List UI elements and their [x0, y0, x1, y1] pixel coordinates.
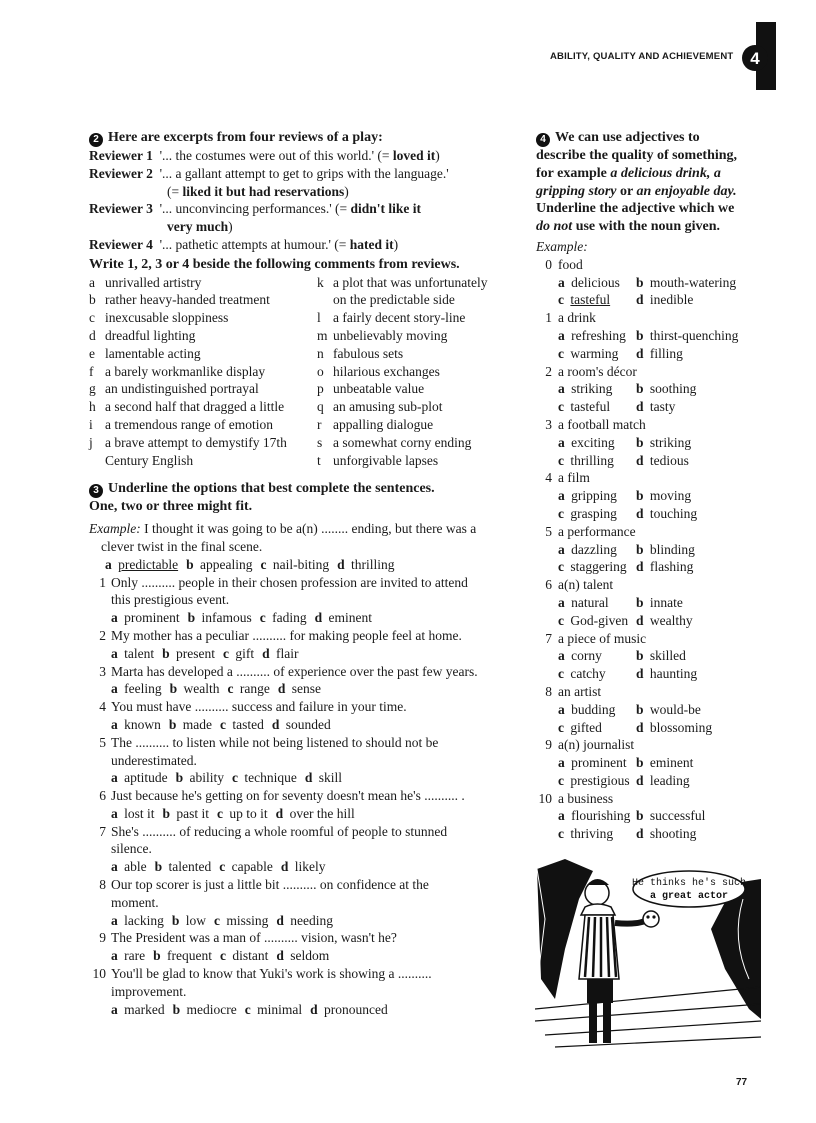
- reviewer-3: Reviewer 3 '... unconvincing performances.' (= didn't like it: [89, 201, 422, 217]
- option[interactable]: c grasping: [558, 505, 617, 521]
- comment-item: b rather heavy-handed treatment: [89, 292, 270, 308]
- option[interactable]: b frequent: [153, 948, 212, 964]
- option[interactable]: b appealing: [186, 556, 253, 572]
- option[interactable]: d filling: [636, 345, 683, 361]
- option[interactable]: c range: [227, 681, 270, 697]
- adjective-options: [536, 380, 761, 416]
- exercise-3-example-cont: clever twist in the final scene.: [101, 538, 263, 554]
- option[interactable]: d inedible: [636, 292, 694, 308]
- option[interactable]: a able: [111, 859, 147, 875]
- option[interactable]: c fading: [259, 610, 307, 626]
- option[interactable]: b mediocre: [172, 1001, 237, 1017]
- option[interactable]: d leading: [636, 772, 690, 788]
- option[interactable]: a corny: [558, 648, 602, 664]
- exercise-4-example-label: Example:: [536, 238, 588, 254]
- comment-item: s a somewhat corny ending: [317, 434, 472, 450]
- question-options: [89, 912, 519, 930]
- noun-item: 1 a drink: [545, 310, 596, 326]
- left-column: [89, 129, 519, 1018]
- comments-grid: [89, 274, 519, 470]
- option[interactable]: b low: [171, 912, 207, 928]
- comment-item: g an undistinguished portrayal: [89, 381, 259, 397]
- option[interactable]: c missing: [214, 912, 269, 928]
- option[interactable]: d touching: [636, 505, 698, 521]
- option[interactable]: a prominent: [111, 610, 180, 626]
- option[interactable]: a exciting: [558, 434, 615, 450]
- option[interactable]: b talented: [154, 859, 212, 875]
- option[interactable]: b striking: [636, 434, 692, 450]
- question: 6 Just because he's getting on for seventy doesn't mean he's .......... .: [99, 788, 465, 804]
- question-cont: improvement.: [111, 983, 187, 999]
- option[interactable]: b thirst-quenching: [636, 327, 739, 343]
- question: 4 You must have .......... success and failure in your time.: [99, 699, 407, 715]
- exercise-3-items: [89, 574, 519, 1019]
- option[interactable]: b infamous: [187, 610, 252, 626]
- question-options: [89, 858, 519, 876]
- option[interactable]: a budding: [558, 701, 616, 717]
- noun-item: 5 a performance: [545, 523, 636, 539]
- comment-item: n fabulous sets: [317, 345, 404, 361]
- reviewer-4: Reviewer 4 '... pathetic attempts at humour.' (= hated it): [89, 236, 399, 252]
- option[interactable]: a lacking: [111, 912, 164, 928]
- option[interactable]: d seldom: [276, 948, 330, 964]
- comment-item: q an amusing sub-plot: [317, 399, 443, 415]
- comment-item: l a fairly decent story-line: [317, 310, 466, 326]
- option[interactable]: c technique: [232, 770, 297, 786]
- unit-tab: [742, 22, 776, 90]
- comment-item: o hilarious exchanges: [317, 363, 440, 379]
- option[interactable]: b skilled: [636, 648, 686, 664]
- speech-bubble-line2: a great actor: [649, 891, 729, 902]
- option[interactable]: c gift: [223, 645, 255, 661]
- option[interactable]: c God-given: [558, 612, 629, 628]
- option[interactable]: d wealthy: [636, 612, 693, 628]
- option[interactable]: d skill: [304, 770, 343, 786]
- option[interactable]: a delicious: [558, 274, 620, 290]
- option[interactable]: d sounded: [271, 716, 331, 732]
- page-number: 77: [736, 1077, 748, 1088]
- question-options: [89, 1001, 519, 1019]
- question-options: [89, 645, 519, 663]
- option[interactable]: b mouth-watering: [636, 274, 737, 290]
- option[interactable]: a talent: [111, 645, 155, 661]
- exercise-4-heading: 4 We can use adjectives to: [536, 129, 761, 147]
- option[interactable]: d likely: [280, 859, 326, 875]
- question-options: [89, 947, 519, 965]
- option[interactable]: b soothing: [636, 381, 697, 397]
- comment-item: i a tremendous range of emotion: [89, 416, 273, 432]
- option[interactable]: c thriving: [558, 826, 614, 842]
- question-cont: underestimated.: [111, 752, 197, 768]
- option[interactable]: b innate: [636, 594, 683, 610]
- reviewer-2: Reviewer 2 '... a gallant attempt to get to grips with the language.': [89, 165, 449, 181]
- adjective-options: [536, 807, 761, 843]
- option[interactable]: a aptitude: [111, 770, 168, 786]
- question-options: [89, 680, 519, 698]
- exercise-4-line: gripping story or an enjoyable day.: [536, 183, 737, 199]
- question-cont: this prestigious event.: [111, 592, 230, 608]
- noun-item: 7 a piece of music: [545, 630, 647, 646]
- option[interactable]: d tasty: [636, 399, 676, 415]
- comment-item: c inexcusable sloppiness: [89, 310, 229, 326]
- noun-item: 10 a business: [538, 790, 614, 806]
- noun-item: 8 an artist: [545, 683, 602, 699]
- option[interactable]: b wealth: [169, 681, 220, 697]
- option[interactable]: a natural: [558, 594, 609, 610]
- option[interactable]: a prominent: [558, 755, 627, 771]
- option[interactable]: c up to it: [217, 805, 268, 821]
- exercise-number: 4: [536, 133, 550, 147]
- right-column: [536, 129, 761, 843]
- option[interactable]: a predictable: [105, 556, 179, 572]
- option[interactable]: d sense: [277, 681, 321, 697]
- option[interactable]: a dazzling: [558, 541, 617, 557]
- exercise-4-line: for example a delicious drink, a: [536, 165, 721, 181]
- question: 3 Marta has developed a .......... of experience over the past few years.: [99, 663, 478, 679]
- option[interactable]: b moving: [636, 488, 692, 504]
- noun-item: 4 a film: [545, 470, 590, 486]
- option[interactable]: a known: [111, 716, 161, 732]
- option[interactable]: a feeling: [111, 681, 162, 697]
- question: 8 Our top scorer is just a little bit .......... on confidence at the: [99, 877, 429, 893]
- option[interactable]: d flashing: [636, 559, 694, 575]
- comment-item-cont: Century English: [105, 452, 194, 468]
- reviewer-1: Reviewer 1 '... the costumes were out of this world.' (= loved it): [89, 148, 440, 163]
- option[interactable]: d haunting: [636, 666, 698, 682]
- option[interactable]: c distant: [219, 948, 269, 964]
- option[interactable]: c staggering: [558, 559, 627, 575]
- question-options: [89, 805, 519, 823]
- question: 2 My mother has a peculiar .......... for making people feel at home.: [99, 627, 462, 643]
- exercise-4-line: Underline the adjective which we: [536, 201, 735, 217]
- exercise-number: 2: [89, 133, 103, 147]
- option[interactable]: c nail-biting: [260, 556, 330, 572]
- option[interactable]: d needing: [276, 912, 334, 928]
- option[interactable]: a refreshing: [558, 327, 626, 343]
- option[interactable]: b blinding: [636, 541, 695, 557]
- adjective-options: [536, 754, 761, 790]
- comment-item: t unforgivable lapses: [317, 452, 439, 468]
- comment-item-cont: on the predictable side: [333, 292, 455, 308]
- comment-item: k a plot that was unfortunately: [317, 274, 488, 290]
- option[interactable]: b past it: [162, 805, 210, 821]
- noun-item: 0 food: [545, 256, 583, 272]
- question-cont: moment.: [111, 894, 159, 910]
- option[interactable]: d thrilling: [337, 556, 395, 572]
- question: 7 She's .......... of reducing a whole roomful of people to stunned: [99, 823, 448, 839]
- option[interactable]: c warming: [558, 345, 619, 361]
- option[interactable]: c prestigious: [558, 772, 630, 788]
- comment-item: p unbeatable value: [317, 381, 425, 397]
- option[interactable]: d pronounced: [310, 1001, 388, 1017]
- exercise-3-example: Example: I thought it was going to be a(n) ........ ending, but there was a: [89, 521, 477, 537]
- comment-item: j a brave attempt to demystify 17th: [89, 434, 287, 450]
- option[interactable]: b present: [162, 645, 215, 661]
- question: 1 Only .......... people in their chosen profession are invited to attend: [99, 574, 468, 590]
- adjective-options: [536, 647, 761, 683]
- option[interactable]: b ability: [175, 770, 225, 786]
- option[interactable]: a gripping: [558, 488, 617, 504]
- exercise-2-write-instruction: Write 1, 2, 3 or 4 beside the following comments from reviews.: [89, 256, 460, 272]
- option[interactable]: c gifted: [558, 719, 602, 735]
- option[interactable]: a marked: [111, 1001, 165, 1017]
- exercise-4-line: describe the quality of something,: [536, 148, 738, 163]
- comment-item: r appalling dialogue: [317, 416, 434, 432]
- actor-cartoon: [535, 859, 761, 1059]
- option[interactable]: c thrilling: [558, 452, 614, 468]
- option[interactable]: c minimal: [244, 1001, 303, 1017]
- question: 5 The .......... to listen while not being listened to should not be: [99, 734, 439, 750]
- option[interactable]: a lost it: [111, 805, 155, 821]
- option[interactable]: b made: [168, 716, 213, 732]
- comment-item: m unbelievably moving: [317, 327, 448, 343]
- option[interactable]: a striking: [558, 381, 613, 397]
- noun-item: 2 a room's décor: [545, 363, 637, 379]
- question: 10 You'll be glad to know that Yuki's work is showing a ..........: [92, 966, 432, 982]
- option[interactable]: d tedious: [636, 452, 689, 468]
- adjective-options: [536, 487, 761, 523]
- noun-item: 9 a(n) journalist: [545, 737, 635, 753]
- reviewer-3-meaning: very much): [167, 219, 233, 235]
- option[interactable]: d over the hill: [275, 805, 355, 821]
- option[interactable]: b successful: [636, 808, 706, 824]
- option[interactable]: d blossoming: [636, 719, 713, 735]
- question-options: [89, 609, 519, 627]
- comment-item: e lamentable acting: [89, 345, 201, 361]
- exercise-4-line: do not use with the noun given.: [536, 219, 720, 235]
- option[interactable]: b would-be: [636, 701, 701, 717]
- question-cont: silence.: [111, 841, 152, 857]
- adjective-options: [536, 434, 761, 470]
- option[interactable]: a flourishing: [558, 808, 631, 824]
- noun-item: 3 a football match: [545, 416, 646, 432]
- adjective-options: [536, 327, 761, 363]
- option[interactable]: b eminent: [636, 755, 694, 771]
- question: 9 The President was a man of .......... vision, wasn't he?: [99, 930, 397, 946]
- comment-item: a unrivalled artistry: [89, 274, 202, 290]
- exercise-2-heading: 2 Here are excerpts from four reviews of a play:: [89, 129, 519, 147]
- option[interactable]: d shooting: [636, 826, 697, 842]
- exercise-4-items: [536, 256, 761, 843]
- exercise-3-subheading: One, two or three might fit.: [89, 499, 253, 515]
- comment-item: f a barely workmanlike display: [89, 363, 266, 379]
- unit-number: 4: [750, 49, 760, 68]
- adjective-options: [536, 274, 761, 310]
- exercise-3-example-options: [89, 556, 519, 574]
- option[interactable]: c tasteful: [558, 399, 611, 415]
- adjective-options: [536, 701, 761, 737]
- comment-item: h a second half that dragged a little: [89, 399, 285, 415]
- question-options: [89, 716, 519, 734]
- noun-item: 6 a(n) talent: [545, 577, 614, 593]
- option[interactable]: c catchy: [558, 666, 606, 682]
- adjective-options: [536, 541, 761, 577]
- reviewer-2-meaning: (= liked it but had reservations): [167, 183, 349, 199]
- option[interactable]: d eminent: [314, 610, 373, 626]
- question-options: [89, 769, 519, 787]
- option[interactable]: c tasteful: [558, 292, 611, 308]
- option[interactable]: a rare: [111, 948, 146, 964]
- option[interactable]: c tasted: [220, 716, 264, 732]
- option[interactable]: d flair: [262, 645, 299, 661]
- option[interactable]: c capable: [219, 859, 273, 875]
- speech-bubble-line1: He thinks he's such: [631, 878, 747, 889]
- comment-item: d dreadful lighting: [89, 327, 196, 343]
- chapter-title: ABILITY, QUALITY AND ACHIEVEMENT: [550, 51, 734, 62]
- exercise-3-heading: 3 Underline the options that best complete the sentences.: [89, 480, 519, 498]
- adjective-options: [536, 594, 761, 630]
- exercise-number: 3: [89, 484, 103, 498]
